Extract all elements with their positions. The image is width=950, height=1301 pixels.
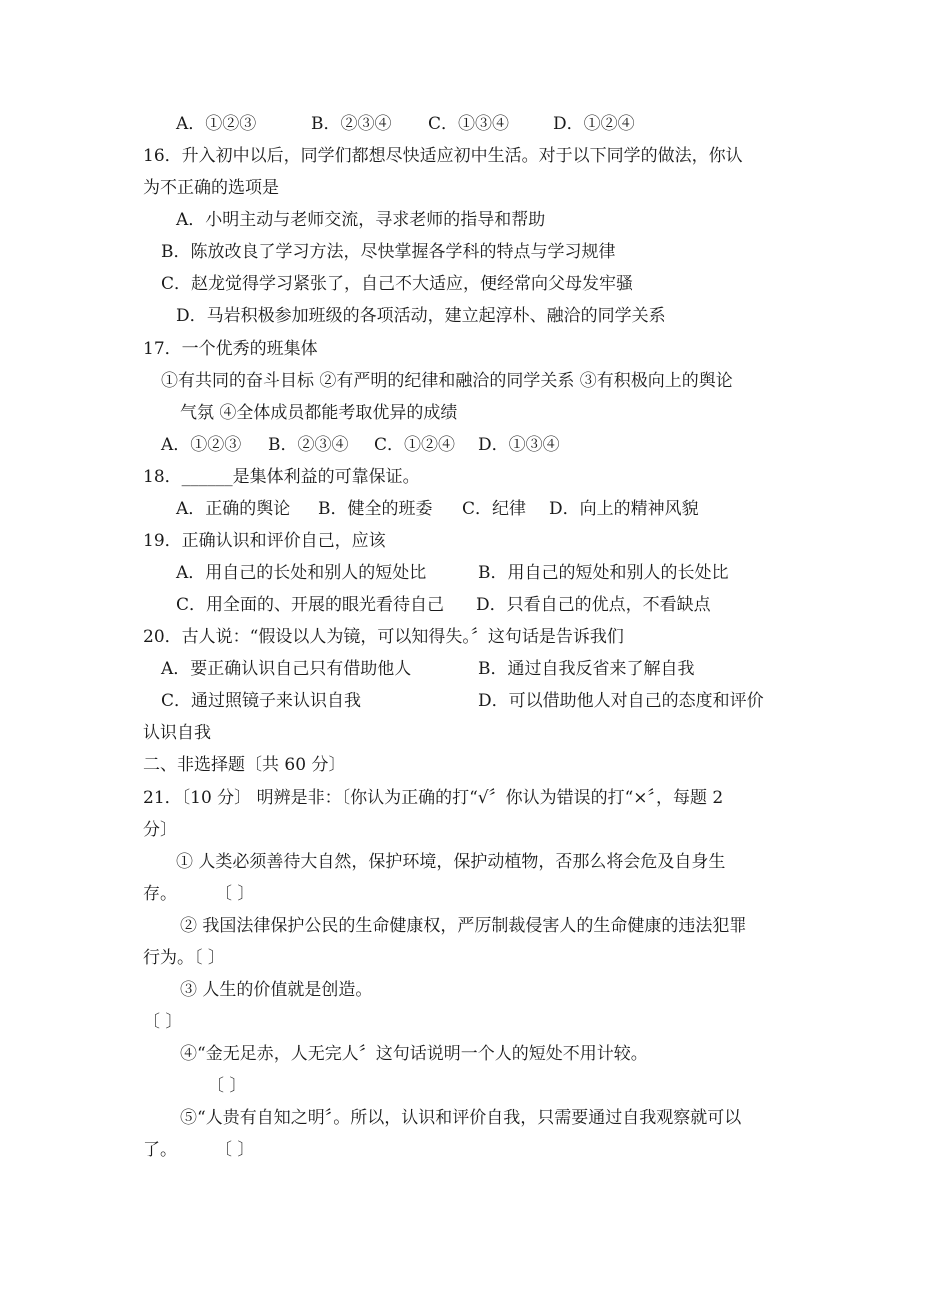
q21-item-5-line2 — [143, 1138, 254, 1162]
q21-item-2-tail: 行为。 — [143, 948, 194, 968]
q21-stem-line2: 分〕 — [143, 820, 177, 840]
q21-item-4-line1: ④“金无足赤，人无完人〞这句话说明一个人的短处不用计较。 — [180, 1044, 648, 1064]
q20-option-b: B．通过自我反省来了解自我 — [478, 659, 695, 679]
q17-statements-line2: 气氛 ④全体成员都能考取优异的成绩 — [180, 403, 458, 423]
q17-stem: 17．一个优秀的班集体 — [143, 339, 318, 359]
q21-item-1-line2 — [143, 882, 254, 906]
q18-option-c: C．纪律 — [462, 499, 527, 519]
q18-stem: 18．______是集体利益的可靠保证。 — [143, 467, 420, 487]
q21-item-2-line1: ② 我国法律保护公民的生命健康权，严厉制裁侵害人的生命健康的违法犯罪 — [180, 916, 747, 936]
q20-option-a: A．要正确认识自己只有借助他人 — [161, 659, 412, 679]
q18-option-d: D．向上的精神风貌 — [549, 499, 699, 519]
q19-stem: 19．正确认识和评价自己，应该 — [143, 531, 386, 551]
q17-option-b: B．②③④ — [268, 435, 349, 455]
q21-item-3-answer-bracket[interactable]: 〔 〕 — [143, 1012, 183, 1032]
q20-option-c: C．通过照镜子来认识自我 — [161, 691, 362, 711]
q15-option-b: B．②③④ — [311, 114, 392, 134]
q19-option-b: B．用自己的短处和别人的长处比 — [478, 563, 729, 583]
q18-option-b: B．健全的班委 — [318, 499, 433, 519]
q21-item-1-line1: ① 人类必须善待大自然，保护环境，保护动植物，否那么将会危及自身生 — [176, 852, 726, 872]
q17-option-d: D．①③④ — [478, 435, 560, 455]
q16-option-b: B．陈放改良了学习方法，尽快掌握各学科的特点与学习规律 — [161, 242, 616, 262]
q20-stem: 20．古人说：“假设以人为镜，可以知得失。〞这句话是告诉我们 — [143, 627, 624, 647]
q19-option-d: D．只看自己的优点，不看缺点 — [476, 595, 711, 615]
q15-option-d: D．①②④ — [553, 114, 635, 134]
q16-stem-line1: 16．升入初中以后，同学们都想尽快适应初中生活。对于以下同学的做法，你认 — [143, 146, 743, 166]
q15-option-c: C．①③④ — [428, 114, 510, 134]
q21-stem-line1: 21．〔10 分〕 明辨是非：〔你认为正确的打“√〞你认为错误的打“×〞，每题 2 — [143, 788, 724, 808]
q21-item-1-tail: 存。 — [143, 884, 177, 904]
q21-item-4-answer-bracket[interactable]: 〔 〕 — [207, 1076, 247, 1096]
q17-option-a: A．①②③ — [161, 435, 242, 455]
q21-item-5-tail: 了。 — [143, 1140, 177, 1160]
q21-item-2-answer-bracket[interactable]: 〔 〕 — [194, 948, 225, 968]
q21-item-3-line1: ③ 人生的价值就是创造。 — [180, 980, 373, 1000]
q20-option-d: D．可以借助他人对自己的态度和评价 — [478, 691, 764, 711]
q19-option-a: A．用自己的长处和别人的短处比 — [176, 563, 427, 583]
q18-option-a: A．正确的舆论 — [176, 499, 291, 519]
q20-option-d-continued: 认识自我 — [143, 723, 211, 743]
q16-option-a: A．小明主动与老师交流，寻求老师的指导和帮助 — [176, 210, 546, 230]
q21-item-5-line1: ⑤“人贵有自知之明〞。所以，认识和评价自我，只需要通过自我观察就可以 — [180, 1108, 742, 1128]
q21-item-2-line2 — [143, 946, 225, 970]
q21-item-1-answer-bracket[interactable]: 〔 〕 — [215, 884, 255, 904]
q16-option-d: D．马岩积极参加班级的各项活动，建立起淳朴、融洽的同学关系 — [176, 306, 666, 326]
q16-option-c: C．赵龙觉得学习紧张了，自己不大适应，便经常向父母发牢骚 — [161, 274, 634, 294]
q21-item-5-answer-bracket[interactable]: 〔 〕 — [215, 1140, 255, 1160]
q15-option-a: A．①②③ — [176, 114, 257, 134]
section-title: 二、非选择题〔共 60 分〕 — [143, 755, 346, 775]
q16-stem-line2: 为不正确的选项是 — [143, 178, 279, 198]
q17-option-c: C．①②④ — [374, 435, 456, 455]
q19-option-c: C．用全面的、开展的眼光看待自己 — [176, 595, 445, 615]
q17-statements-line1: ①有共同的奋斗目标 ②有严明的纪律和融洽的同学关系 ③有积极向上的舆论 — [161, 371, 733, 391]
